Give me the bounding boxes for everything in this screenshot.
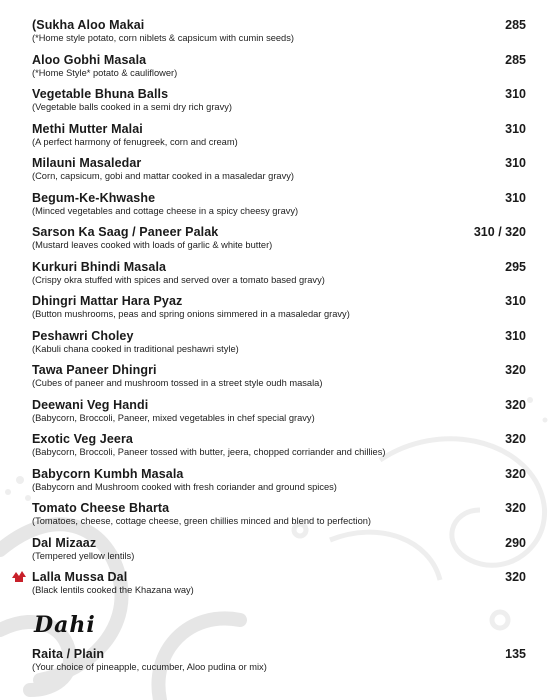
menu-item-name: Lalla Mussa Dal [32, 570, 128, 584]
menu-item-price: 310 / 320 [473, 225, 526, 239]
menu-item [32, 432, 526, 462]
menu-item-price: 135 [505, 647, 526, 661]
menu-item-name: Deewani Veg Handi [32, 397, 149, 412]
menu-item-name: (Sukha Aloo Makai [32, 18, 145, 32]
menu-item [32, 87, 526, 117]
menu-item-description: (Kabuli chana cooked in traditional peshawri style) [32, 343, 239, 354]
menu-item-description: (Cubes of paneer and mushroom tossed in a street style oudh masala) [32, 378, 323, 388]
menu-item-price: 320 [505, 397, 526, 412]
menu-item-name: Exotic Veg Jeera [32, 432, 133, 446]
menu-item-price: 310 [505, 294, 526, 308]
menu-item-price: 320 [505, 363, 526, 377]
menu-item [32, 363, 526, 393]
menu-item-description: (Your choice of pineapple, cucumber, Aloo pudina or mix) [32, 662, 267, 672]
menu-item-price: 320 [505, 466, 526, 481]
menu-item-name: Tawa Paneer Dhingri [32, 363, 157, 377]
menu-item-name: Sarson Ka Saag / Paneer Palak [32, 225, 219, 239]
menu-item-description: (*Home style potato, corn niblets & capsicum with cumin seeds) [32, 33, 294, 43]
menu-item [32, 536, 526, 566]
menu-item [32, 647, 526, 677]
menu-item [32, 18, 526, 48]
chef-hat-icon [11, 570, 27, 584]
menu-item-name: Kurkuri Bhindi Masala [32, 259, 167, 274]
menu-item-name: Dhingri Mattar Hara Pyaz [32, 294, 183, 308]
menu-item-name: Vegetable Bhuna Balls [32, 87, 169, 101]
menu-item-description: (Minced vegetables and cottage cheese in a spicy cheesy gravy) [32, 205, 299, 216]
menu-item [32, 294, 526, 324]
menu-item-description: (Vegetable balls cooked in a semi dry rich gravy) [32, 102, 232, 112]
menu-item-name: Milauni Masaledar [32, 156, 142, 170]
menu-item-description: (Babycorn, Broccoli, Paneer, mixed vegetables in chef special gravy) [32, 412, 315, 423]
menu-item-price: 320 [505, 501, 526, 515]
menu-item-description: (A perfect harmony of fenugreek, corn and cream) [32, 136, 238, 147]
menu-item-price: 310 [505, 328, 526, 343]
menu-item-description: (Babycorn, Broccoli, Paneer tossed with butter, jeera, chopped corriander and chillies) [32, 447, 386, 457]
menu-item-price: 320 [505, 432, 526, 446]
menu-item-name: Aloo Gobhi Masala [32, 52, 147, 67]
menu-item [32, 398, 526, 428]
menu-item [32, 122, 526, 152]
menu-item-name: Methi Mutter Malai [32, 121, 143, 136]
menu-item-name: Dal Mizaaz [32, 535, 97, 550]
menu-item-name: Raita / Plain [32, 647, 105, 661]
menu-item [32, 225, 526, 255]
menu-item [32, 191, 526, 221]
menu-item [32, 156, 526, 186]
menu-item-name: Peshawri Choley [32, 328, 134, 343]
menu-item-price: 310 [505, 156, 526, 170]
menu-item-description: (Tomatoes, cheese, cottage cheese, green chillies minced and blend to perfection) [32, 516, 372, 526]
menu-item-description: (Button mushrooms, peas and spring onions simmered in a masaledar gravy) [32, 309, 350, 319]
menu-item-name: Begum-Ke-Khwashe [32, 190, 156, 205]
menu-item [32, 570, 526, 600]
menu-item-name: Babycorn Kumbh Masala [32, 466, 184, 481]
menu-item [32, 53, 526, 83]
menu-item [32, 329, 526, 359]
menu-item-price: 285 [505, 52, 526, 67]
menu-item-price: 310 [505, 190, 526, 205]
menu-item-description: (Corn, capsicum, gobi and mattar cooked in a masaledar gravy) [32, 171, 294, 181]
menu-item-description: (Black lentils cooked the Khazana way) [32, 585, 194, 595]
menu-item-name: Tomato Cheese Bharta [32, 501, 170, 515]
menu-item-price: 310 [505, 87, 526, 101]
menu-item-price: 310 [505, 121, 526, 136]
menu-item [32, 501, 526, 531]
menu-item-price: 320 [505, 570, 526, 584]
menu-item-description: (Babycorn and Mushroom cooked with fresh coriander and ground spices) [32, 481, 337, 492]
menu-item-description: (Mustard leaves cooked with loads of garlic & white butter) [32, 240, 273, 250]
menu-item-description: (*Home Style* potato & cauliflower) [32, 67, 178, 78]
menu-item-price: 285 [505, 18, 526, 32]
menu-item [32, 467, 526, 497]
menu-item-price: 295 [505, 259, 526, 274]
section-title-dahi: Dahi [34, 612, 96, 638]
menu-item-description: (Tempered yellow lentils) [32, 550, 135, 561]
menu-item-description: (Crispy okra stuffed with spices and served over a tomato based gravy) [32, 274, 325, 285]
menu-item [32, 260, 526, 290]
menu-item-price: 290 [505, 535, 526, 550]
